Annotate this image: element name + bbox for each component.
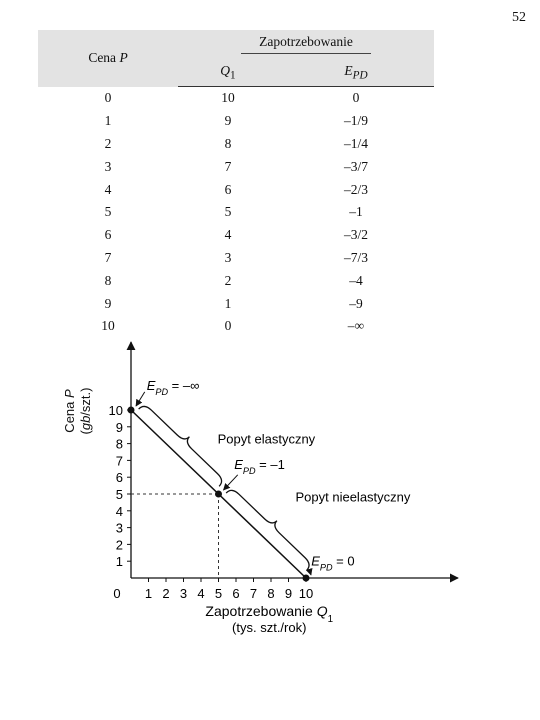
- price-cell: 1: [104, 113, 112, 129]
- elasticity-cell: –4: [349, 272, 363, 288]
- x-tick-label: 10: [298, 586, 314, 601]
- price-cell: 3: [104, 158, 112, 174]
- x-tick-label: 2: [162, 586, 170, 601]
- epd-mid-pointer: [224, 475, 238, 490]
- quantity-cell: 6: [224, 181, 232, 197]
- demand-group-header: Zapotrzebowanie: [178, 30, 434, 58]
- price-column-header: Cena P: [38, 30, 178, 87]
- inelastic-label: Popyt nieelastyczny: [295, 489, 411, 505]
- y-axis-label: Cena P (gb/szt.): [62, 387, 93, 435]
- x-tick-label: 6: [232, 586, 240, 601]
- y-tick-label: 5: [115, 487, 123, 502]
- x-tick-label: 1: [144, 586, 153, 601]
- elasticity-cell: –3/2: [343, 227, 368, 243]
- table-row: [38, 201, 434, 224]
- epd-label-top: $E_{PD}$ = –∞: [146, 377, 200, 397]
- quantity-cell: 4: [224, 227, 232, 243]
- table-row: [38, 155, 434, 178]
- price-cell: 0: [104, 90, 112, 106]
- quantity-cell: 0: [224, 318, 232, 334]
- elastic-label: Popyt elastyczny: [217, 431, 316, 447]
- elasticity-cell: –∞: [347, 318, 365, 334]
- quantity-cell: 2: [224, 272, 232, 288]
- elasticity-cell: –1: [349, 204, 363, 220]
- y-tick-label: 10: [108, 403, 123, 418]
- y-tick-label: 6: [115, 470, 123, 486]
- quantity-cell: 1: [224, 295, 232, 311]
- price-cell: 5: [104, 204, 112, 220]
- table-row: [38, 178, 434, 201]
- elasticity-column-header: $E_{PD}$: [278, 58, 434, 87]
- page-number: 52: [512, 10, 526, 25]
- elasticity-cell: –2/3: [343, 181, 368, 197]
- table-row: [38, 110, 434, 133]
- demand-chart: [60, 340, 480, 640]
- table-row: [38, 133, 434, 156]
- quantity-cell: 10: [221, 90, 235, 106]
- y-tick-label: 8: [115, 436, 123, 452]
- x-tick-label: 4: [197, 586, 205, 601]
- y-tick-label: 7: [115, 453, 123, 469]
- x-axis-label: Zapotrzebowanie $Q_1$: [205, 603, 334, 625]
- table-row: [38, 269, 434, 292]
- epd-top-pointer: [136, 392, 145, 406]
- epd-label-bottom: $E_{PD} = 0$: [311, 553, 355, 573]
- elasticity-cell: –9: [349, 295, 363, 311]
- price-cell: 8: [104, 272, 112, 288]
- price-cell: 2: [104, 135, 112, 151]
- table-row: [38, 292, 434, 315]
- elasticity-cell: 0: [352, 90, 360, 106]
- y-tick-label: 4: [115, 503, 123, 519]
- quantity-cell: 9: [224, 113, 232, 129]
- demand-point: [303, 575, 310, 582]
- x-tick-label: 7: [249, 586, 258, 601]
- quantity-cell: 5: [224, 204, 232, 220]
- x-tick-label: 8: [267, 586, 275, 601]
- y-tick-label: 1: [115, 554, 123, 570]
- y-tick-label: 9: [115, 419, 123, 435]
- epd-label-mid: $E_{PD} = -1$: [234, 456, 285, 476]
- x-tick-label: 0: [113, 586, 121, 601]
- demand-chart-svg: [60, 340, 480, 640]
- quantity-cell: 8: [224, 135, 232, 151]
- table-row: [38, 315, 434, 338]
- price-cell: 4: [104, 181, 112, 197]
- elastic-brace: [139, 406, 222, 486]
- epd-bottom-pointer: [309, 569, 311, 575]
- elasticity-cell: –7/3: [343, 249, 368, 265]
- x-tick-label: 9: [284, 586, 293, 601]
- x-tick-label: 3: [179, 586, 188, 601]
- demand-point: [128, 407, 135, 414]
- x-axis-units: (tys. szt./rok): [232, 620, 307, 635]
- elasticity-cell: –1/9: [343, 113, 368, 129]
- price-cell: 7: [104, 249, 112, 265]
- demand-point: [215, 491, 222, 498]
- table-row: [38, 87, 434, 110]
- price-cell: 10: [101, 318, 115, 334]
- y-tick-label: 2: [115, 537, 123, 553]
- price-cell: 9: [104, 295, 112, 311]
- quantity-column-header: $Q_1$: [178, 58, 278, 87]
- demand-table: [38, 30, 434, 338]
- table-row: [38, 247, 434, 270]
- x-tick-label: 5: [214, 586, 223, 601]
- elasticity-cell: –3/7: [343, 158, 368, 174]
- quantity-cell: 3: [224, 249, 232, 265]
- price-cell: 6: [104, 227, 112, 243]
- quantity-cell: 7: [224, 158, 232, 174]
- elasticity-cell: –1/4: [343, 135, 368, 151]
- table-row: [38, 224, 434, 247]
- y-tick-label: 3: [115, 520, 123, 536]
